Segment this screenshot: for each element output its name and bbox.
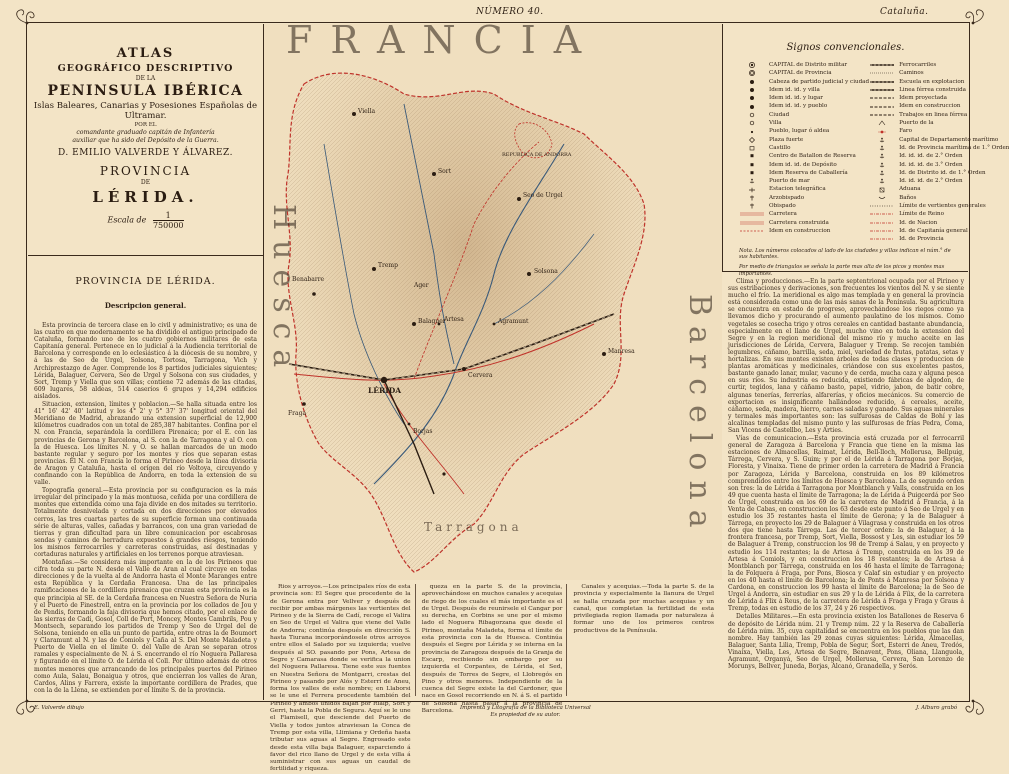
anchor-icon <box>869 137 895 143</box>
atlas-title: ATLAS <box>116 46 175 61</box>
legend-item-label: Baños <box>899 194 917 201</box>
legend-item-label: Aduana <box>899 186 921 193</box>
town-label-agramunt: Agramunt <box>498 318 529 325</box>
legend-item-label: Capital de Departamento marítimo <box>899 136 999 143</box>
province-label-tarragona: Tarragona <box>424 520 523 534</box>
anchor-icon <box>869 170 895 176</box>
legend-item <box>739 227 869 235</box>
legend-item <box>739 210 869 218</box>
legend-item-label: Id. de Nacion <box>899 219 938 226</box>
town-label-balaguer: Balaguer <box>418 318 446 325</box>
legend-item <box>869 210 1009 218</box>
legend-item <box>739 102 869 110</box>
legend-item <box>739 78 869 86</box>
footer-printer <box>460 705 591 719</box>
dash-dot-icon <box>869 228 895 234</box>
legend-item <box>869 102 1009 110</box>
legend-item-label: Faro <box>899 128 912 135</box>
legend-item <box>739 185 869 193</box>
legend-item-label: Escuela en explotacion <box>899 78 965 85</box>
legend-item-label: Arzobispado <box>769 194 805 201</box>
legend-item <box>869 78 1009 86</box>
footer-draftsman: E. Valverde dibujo <box>34 705 84 711</box>
legend-item <box>869 194 1009 202</box>
legend-item <box>869 177 1009 185</box>
legend-item-label: Id. de Distrito id. de 1.° Orden <box>899 169 986 176</box>
description-column <box>28 256 264 700</box>
legend-item-label: Id. de Provincia <box>899 236 944 243</box>
town-label-benabarre: Benabarre <box>292 276 325 283</box>
legend-item-label: Idem id. id. y lugar <box>769 95 823 102</box>
right-paragraph: Clima y producciones.—En la parte septentrional ocupada por el Pirineo y sus estribaciones y derivaciones, son frecuentes los vientos del N. y se siente mucho el frío. La meridional es algo mas templada y en general la provincia está considerada como una de las más sanas de la Península. Su agricultura se encuentra en estado de progreso, aprovechándose los riegos como ya llevamos dicho y procurando el aumento paulatino de los mismos. Como vegetales se cosecha trigo y otros cereales en cantidad bastante abundancia, especialmente en el llano de Urgel, mucho vino en toda la extension del Segre y en la region meridional del mismo río y mucho aceite en las jurisdicciones de Lérida, Cervera, Balaguer y Tremp. Se recojen también legumbres, cáñamo, barrilla, seda, miel, variedad de frutas, patatas, setas y hortalizas. En sus montes existen árboles de todas clases y produccion de plantas aromáticas y medicinales, criándose con sus excelentes pastos, bastante ganado lanar, mular, vacuno y de cerda, mucha caza y alguna pesca en sus ríos. Su industria es reducida, existiendo fábricas de algodon, de curtir, tegidos, lana y cáñamo basto, papel, vidrio, jabon, de batir cobre, algunas tenerías, ferrerías, alfarerías, y oficios mecánicos. Su comercio de exportacion es insignificante hallándose reducido, á cereales, aceite, cáñamo, seda, madera, hierro, carnes saladas y ganado. Sus aguas minerales y termales más importantes son: las sulfurosas de Caldas de Bohí y las alcalinas templadas del mismo punto y las sulfurosas de frías Pedra, Coma, San Vicens de Castellbo, Les y Arties. <box>728 278 964 434</box>
bottom-paragraph: Canales y acequias.—Toda la parte S. de la provincia y especialmente la llanura de Urgel se halla cruzada por muchas acequias y un canal, que completan la fertilidad de esta privilegiada region llamada por naturaleza á formar uno de los primeros centros productivos de la Península. <box>573 584 715 634</box>
legend-item <box>739 169 869 177</box>
double-circle-icon <box>739 70 765 76</box>
scale-numerator: 1 <box>153 211 184 221</box>
legend-note-peaks: Por medio de triangulos se señala la parte mas alta de los picos y montes mas importantes. <box>739 264 945 277</box>
rail-dash-icon <box>869 95 895 101</box>
rail-icon <box>869 87 895 93</box>
legend-item-label: Pueblo, lugar ó aldea <box>769 128 830 135</box>
legend-item <box>739 119 869 127</box>
map-drawing <box>264 24 722 580</box>
cross-icon <box>739 203 765 209</box>
legend-item <box>869 169 1009 177</box>
dash-dot-icon <box>869 220 895 226</box>
scale-denominator: 750000 <box>152 221 184 230</box>
legend-item-label: CAPITAL de Distrito militar <box>769 62 848 68</box>
province-name: LÉRIDA. <box>92 188 199 206</box>
description-paragraph: Montañas.—Se considera más importante en la de los Pirineos que cifra toda su parte N. desde el Valle de Aran al cual circuye en todas direcciones y de la vuelta al de Andorra hasta el Monte Maranges entre esta República y la Cerdaña Francesa. Una de las principales ramificaciones de la cordillera pirenaica que cruzan esta provincia es la que principia al SE. de la Cerdaña francesa en Nuestra Señora de Nuria y el Puerto de Finestrell, entra en la provincia por los collados de Jou y de Pendis, formando la faja divisoria que hemos citado, por el enlace de las sierras de Cadí, Gosol, Coll de Port, Moncey, Montes Cambrils, Pou y Montsech, separando los partidos de Tremp y Seo de Urgel del de Solsona, teniendo en ella un punto de partida, entre otras la de Boumort y Claramunt al N. y las de Comiols y Caña al S. Del Monte Maladeta y Puerto de Viella en el límite O. del Valle de Aran se separan otros ramales y especialmente de N. á S. encerrando el río Noguera Pallaresa y figurando en el límite O. de Lérida el Coll. Por último además de otros montes menores que arrancando de los principales puertos del Pirineo como Aula, Salau, Bonaigua y otros, que encierran los valles de Aran, Cardos, Alins y Farrera, existe la importante cordillera de Prades, que con la de la Llena, se extienden por el límite S. de la provincia. <box>34 559 257 694</box>
filled-circle-icon <box>739 87 765 93</box>
anchor-icon <box>869 153 895 159</box>
legend-item <box>869 136 1009 144</box>
title-cartouche <box>28 24 264 256</box>
legend-item-label: Idem id. id. de Depósito <box>769 161 837 168</box>
legend-item <box>739 177 869 185</box>
description-paragraph: Esta provincia de tercera clase en lo civil y administrativo; es una de las cuatro en que modernamente se ha dividido el antiguo principado de Cataluña, formando uno de los cuatro gobiernos militares de esta Capitanía general. Pertenece en lo judicial á la Audiencia territorial de Barcelona y corresponde en lo eclesiástico á la diócesis de su nombre, y á las de Seo de Urgel, Solsona, Tortosa, Tarragona, Vich y Archiprestazgo de Ager. Comprende los 8 partidos judiciales siguientes; Lérida, Balaguer, Cervera, Seo de Urgel y Solsona con sus ciudades, y Sort, Tremp y Viella que son villas; contiene 72 además de las citadas, 609 lugares, 58 aldeas, 514 caseríos 6 grupos y 14,294 edificios aislados. <box>34 322 257 400</box>
customs-icon <box>869 187 895 193</box>
legend-item <box>739 152 869 160</box>
legend-item-label: Id. de Provincia marítima de 1.° Orden <box>899 144 1009 151</box>
legend-item-label: Idem proyectada <box>899 95 948 102</box>
right-paragraph: Vías de comunicacion.—Esta provincia está cruzada por el ferrocarril general de Zaragoza á Barcelona y Francia que tiene en la misma las estaciones de Almacellas, Raimat, Lérida, Bell-lloch, Mollerusa, Bellpuig, Tárrega, Cervera, y S. Guim; y por el de Lérida á Tarragona por Borjas, Floresta, y Vinaixa. Tiene de primer orden la carretera de Madrid á Francia por Zaragoza, Lérida y Barcelona, construida en los 89 kilómetros comprendidos entre los límites de Huesca y Barcelona. La de segundo orden son tres: la de Lérida á Tarragona por Montblanch y Valls, construida en los 49 que cuenta hasta el límite de Tarragona; la de Lérida á Puigcerdá por Seo de Urgel, construida en los 69 de la carretera de Madrid á Francia, á la Venta de Cabas, en construccion los 63 desde este punto á Seo de Urgel y en estudio los 35 restantes hasta el límite de Gerona; y la de Balaguer á Tárrega, en proyecto los 29 de Balaguer á Vilagrasa y construida en los otros dos que tiene hasta Tárrega. Las de tercer orden: la de Balaguer, á la frontera francesa, por Tremp, Sort, Viella, Bossost y Les, sin estudiar los 59 de Balaguer á Tremp, construccion los 98 de Tremp á Salau, y en proyecto y estudio los 114 restantes; la de Artesa á Tremp, construida en los 39 de Artesa á Comiols, y en construccion los 18 restantes; la de Artesa á Montblanch por Tárrega, construida en los 46 hasta el límite de Tarragona; la de Folquera á Fraga, por Pons, Biosca y Calaf sin estudiar y en proyecto en los 40 hasta el límite de Barcelona; la de Ponts á Manresa por Solsona y Cardona, en construccion los 99 hasta el límite de Barcelona; la de Seo de Urgel á Andorra, sin estudiar en sus 29 y la de Lérida á Fíix, de la carretera de Lérida á Flix á Reus, de la carretera de Lérida á Fraga y Fraga y Graus á Tremp, todas en estudio de los 37, 24 y 26 respectivos. <box>728 435 964 613</box>
legend-item <box>739 136 869 144</box>
town-label-tremp: Tremp <box>378 262 398 269</box>
legend-item-label: Id. id. id. de 3.° Orden <box>899 161 963 168</box>
legend-item-label: Trabajos en linea férrea <box>899 111 968 118</box>
town-label-viella: Viella <box>358 108 376 115</box>
legend-item-label: Idem Reserva de Caballería <box>769 169 848 176</box>
right-text-column <box>728 278 964 698</box>
town-label-artesa: Artesa <box>444 316 464 323</box>
legend-item <box>869 86 1009 94</box>
town-label-borjas: Borjas <box>413 428 433 435</box>
legend-item-label: Idem id. id. y villa <box>769 86 820 93</box>
anchor-icon <box>739 178 765 184</box>
region-name: Cataluña. <box>880 7 929 17</box>
legend-note: Nota. Los números colocados al lado de las ciudades y villas indican el núm.° de sus habitantes. <box>739 247 951 260</box>
filled-circle-icon <box>739 104 765 110</box>
telegraph-icon <box>739 187 765 193</box>
atlas-comandante: comandante graduado capitán de Infantería <box>76 129 215 136</box>
right-paragraph: Detalles Militares.—En esta provincia existen los Batallones de Reserva 6 de depósito de Lérida núm. 21 y Tremp núm. 22 y la Reserva de Caballería de Lérida núm. 35, cuya capitalidad se encuentra en los pueblos que las dan nombre. Hay también las 29 zonas cuyas siguientes: Lérida, Almacellas, Balaguer, Santa Lilia, Tremp, Pobla de Segur, Sort, Esterri de Aneu, Tredós, Vinaixa, Viella, Les, Artesa de Segre, Benavent, Pons, Oliana, Llanguola, Agramunt, Organyá, Seo de Urgel, Mollerusa, Cervera, San Lorenzo de Morunys, Bellver, Juneda, Borjas, Alcanó, Granadella, y Serós. <box>728 613 964 671</box>
path-icon <box>869 70 895 76</box>
road-dash-icon <box>739 228 765 234</box>
footer-copyright: Es propiedad de su autor. <box>490 712 561 718</box>
circle-icon <box>739 120 765 126</box>
anchor-icon <box>869 162 895 168</box>
dash-dot-icon <box>869 211 895 217</box>
legend-item-label: Caminos <box>899 70 924 77</box>
circle-icon <box>739 112 765 118</box>
legend-item <box>739 161 869 169</box>
legend-item <box>869 202 1009 210</box>
town-label-cervera: Cervera <box>468 372 493 379</box>
cross-icon <box>739 195 765 201</box>
legend-item-label: Id. id. id. de 2.° Orden <box>899 153 963 160</box>
legend-column-right <box>869 61 1009 244</box>
atlas-islas: Islas Baleares, Canarias y Posesiones Españolas de Ultramar. <box>33 101 258 121</box>
legend-item-label: Estacion telegráfica <box>769 186 826 193</box>
town-label-fraga: Fraga <box>288 410 307 417</box>
square-icon <box>739 153 765 159</box>
atlas-author: D. EMILIO VALVERDE Y ÁLVAREZ. <box>58 148 233 158</box>
atlas-auxiliar: auxiliar que ha sido del Depósito de la Guerra. <box>72 137 219 144</box>
atlas-subtitle: GEOGRÁFICO DESCRIPTIVO <box>57 63 234 74</box>
anchor-icon <box>869 145 895 151</box>
description-subheading: Descripcion general. <box>104 301 187 310</box>
description-text <box>34 322 257 694</box>
map-scale <box>28 211 263 230</box>
legend-item <box>739 69 869 77</box>
province-de: DE <box>140 179 151 186</box>
legend-item-label: Puerto de la <box>899 120 934 127</box>
legend-item-label: Villa <box>769 120 782 127</box>
legend-item <box>739 202 869 210</box>
legend-item-label: Límite de Reino <box>899 211 944 218</box>
legend-item-label: Ciudad <box>769 111 790 118</box>
rail-dash-icon <box>869 112 895 118</box>
road-icon <box>739 220 765 226</box>
legend-item-label: Carretera <box>769 211 797 218</box>
city-label-lerida: LÉRIDA <box>368 386 402 395</box>
legend-item <box>869 227 1009 235</box>
legend-item <box>869 61 1009 69</box>
legend-item-label: Cabeza de partido judicial y ciudad <box>769 78 870 85</box>
legend-item-label: Límite de vertientes generales <box>899 203 986 210</box>
legend-item <box>869 119 1009 127</box>
rail-dash-icon <box>869 104 895 110</box>
description-paragraph: Situacion, extension, límites y poblacion.—Se halla situada entre los 41° 16' 42' 40' latitud y los 4° 2' y 5° 37' 37' longitud oriental del Meridiano de Madrid, abrazando una extension superficial de 12,900 kilómetros cuadrados con un total de 285,387 habitantes. Confina por el N. con Francia, separándola la cordillera Pirenaica; por el E. con las provincias de Gerona y Barcelona, al S. con la de Tarragona y al O. con la de Huesca. Los límites N. y O. se hallan marcados de un modo bastante regular y seguro por los montes y ríos que separan estas provincias. El N. con Francia lo forma el Pirineo desde la línea divisoria de Aragon y Cataluña, hasta el orígen del río Voltoya, circuyendo y confinando con la República de Andorra, en toda la extension de su valle. <box>34 401 257 487</box>
legend-item <box>869 185 1009 193</box>
legend-item <box>739 127 869 135</box>
scale-label: Escala de <box>107 215 147 225</box>
legend-item <box>869 144 1009 152</box>
legend-item <box>869 152 1009 160</box>
sheet-number: NÚMERO 40. <box>476 7 544 17</box>
legend-item-label: CAPITAL de Provincia <box>769 70 832 77</box>
atlas-de-la: DE LA <box>135 75 156 82</box>
anchor-icon <box>869 178 895 184</box>
legend-item <box>869 219 1009 227</box>
legend-item-label: Centro de Batallon de Reserva <box>769 153 856 160</box>
square-icon <box>739 170 765 176</box>
legend-item-label: Linea férrea construida <box>899 86 966 93</box>
fort-icon <box>739 137 765 143</box>
footer-engraver: J. Alburo grabó <box>916 705 958 711</box>
legend-item <box>739 144 869 152</box>
filled-circle-icon <box>739 95 765 101</box>
legend-item <box>869 111 1009 119</box>
province-label: PROVINCIA <box>99 164 192 178</box>
legend-title: Signos convencionales. <box>786 42 905 53</box>
legend-item <box>739 86 869 94</box>
legend-columns <box>723 53 1009 244</box>
bottom-column-rivers <box>270 584 416 773</box>
footer-printer-name: Imprenta y Litografía de la Biblioteca Universal <box>460 705 591 711</box>
legend-item <box>869 161 1009 169</box>
description-paragraph: Topografía general.—Esta provincia por su configuracion es la más irregular del principado y la más montuosa, ceñida por una cordillera de montes que extendida como una faja divide en dos mitades su territorio. Totalmente desnivelada y cortada en dos direcciones por elevados cerros, las tres cuartas partes de su superficie forman una continuada série de alturas, valles, cañadas y barrancos, con una gran variedad de tierras y gran dificultad para un libre comunicacion por escabrosas sendas y caminos de herradura expuestos á grandes riesgos, teniendo los mismos ferrocarriles y carreteras construidas, así destinadas y cortaduras naturales y artificiales en los terrenos porque atraviesan. <box>34 487 257 558</box>
square-icon <box>739 162 765 168</box>
town-label-ager: Ager <box>414 282 429 289</box>
small-circle-icon <box>739 129 765 135</box>
town-label-manresa: Manresa <box>608 348 635 355</box>
footer <box>0 703 1000 721</box>
legend-item <box>739 194 869 202</box>
town-label-seo-de-urgel: Seo de Urgel <box>523 192 563 199</box>
legend-item <box>739 111 869 119</box>
description-heading: PROVINCIA DE LÉRIDA. <box>75 276 216 287</box>
bath-icon <box>869 195 895 201</box>
pass-icon <box>869 120 895 126</box>
scale-fraction <box>153 211 184 230</box>
legend-item-label: Idem en construccion <box>769 227 831 234</box>
legend-item <box>739 219 869 227</box>
legend-item-label: Carretera construida <box>769 219 829 226</box>
legend-item <box>869 94 1009 102</box>
legend-item-label: Id. de Capitanía general <box>899 227 968 234</box>
legend-item <box>869 69 1009 77</box>
legend-item <box>739 61 869 69</box>
bottom-paragraph: queza en la parte S. de la provincia, aprovechándose en muchos canales y acequias de riego de los cuales el más importante es el de Urgel. Después de reunirsele el Cangar por su derecha, en Corbins se une por el mismo lado el Noguera Ribagorzana que desde el Pirineo, montaña Maladeta, forma el límite de esta provincia con la de Huesca. Continúa después el Segre por Lérida y se interna en la provincia de Zaragoza después de la Granja de Escarp, recibiendo sin embargo por su izquierda el Corpantes, de Lérida, el Sed, después de Torres de Segre, el Llobregós en Pino y otros menores. Independiente de la cuenca del Segre existe la del Cardoner, que nace en Gosol recorriendo en N. á S. el partido de Solsona hasta pasar á la provincia de Barcelona. <box>421 584 563 715</box>
legend-item-label: Castillo <box>769 144 791 151</box>
legend-column-left <box>739 61 869 244</box>
legend-panel <box>722 24 1009 277</box>
country-label-andorra: REPUBLICA DE ANDORRA <box>502 152 572 158</box>
province-label-barcelona: Barcelona <box>682 294 717 538</box>
castle-icon <box>739 145 765 151</box>
country-label-francia: FRANCIA <box>286 18 600 62</box>
legend-item-label: Puerto de mar <box>769 178 810 185</box>
rail-icon <box>869 62 895 68</box>
atlas-por-el: POR EL <box>134 122 157 128</box>
legend-item-label: Ferrocarriles <box>899 62 937 68</box>
star-circle-icon <box>739 62 765 68</box>
dash-dot-icon <box>869 236 895 242</box>
province-map[interactable] <box>264 18 722 580</box>
legend-item-label: Obispado <box>769 203 796 210</box>
legend-item-label: Idem id. id. y pueblo <box>769 103 828 110</box>
legend-item-label: Id. id. id. de 2.° Orden <box>899 178 963 185</box>
town-label-solsona: Solsona <box>534 268 558 275</box>
atlas-peninsula: PENINSULA IBÉRICA <box>47 83 244 99</box>
town-label-sort: Sort <box>438 168 452 175</box>
bottom-column-canals <box>573 584 718 696</box>
legend-item-label: Idem en construccion <box>899 103 961 110</box>
province-label-huesca: Huesca <box>266 204 301 378</box>
lighthouse-icon <box>869 129 895 135</box>
road-icon <box>739 211 765 217</box>
rail-icon <box>869 79 895 85</box>
legend-item <box>869 235 1009 243</box>
bottom-paragraph: Rios y arroyos.—Los principales ríos de esta provincia son: El Segre que procedente de la de Gerona entra por Vellver y después de recibir por ambas márgenes las vertientes del Pirineo y de la Sierra de Cadí, recoge el Valira en Seo de Urgel el Valira que viene del Valle de Andorra; continúa después en dirección S. hasta Tiurana incorporándosele otros arroyos entre ellos el Salado por su izquierda; vuelve después al SO. pasando por Pons, Artesa de Segre y Camarasa donde se verifica la union del Noguera Pallaresa. Tiene este sus fuentes en Nuestra Señora de Montgarri, crestas del Pirineo y pasando por Alós y Esterri de Aneu, forma los valles de este nombre; en Llaborsi se le une el Ferrera procedente también del Pirineo y ambos unidos bajan por Rialp, Sort y Gerri, hasta la Pobla de Segura. Aquí se le une el Flamisell, que desciende del Puerto de Viella y todos juntos atraviesan la Conca de Tremp por esta villa, Llimiana y Ordeña hasta tributar sus aguas al Segre. Engrosado este desde esta villa baja Balaguer, esparciendo á favor del rico llano de Urgel y de esta villa á suministrar con sus aguas un caudal de fertilidad y riqueza. <box>270 584 411 773</box>
legend-item <box>869 127 1009 135</box>
filled-circle-icon <box>739 79 765 85</box>
legend-item <box>739 94 869 102</box>
legend-item-label: Plaza fuerte <box>769 136 804 143</box>
dotted-line-icon <box>869 203 895 209</box>
